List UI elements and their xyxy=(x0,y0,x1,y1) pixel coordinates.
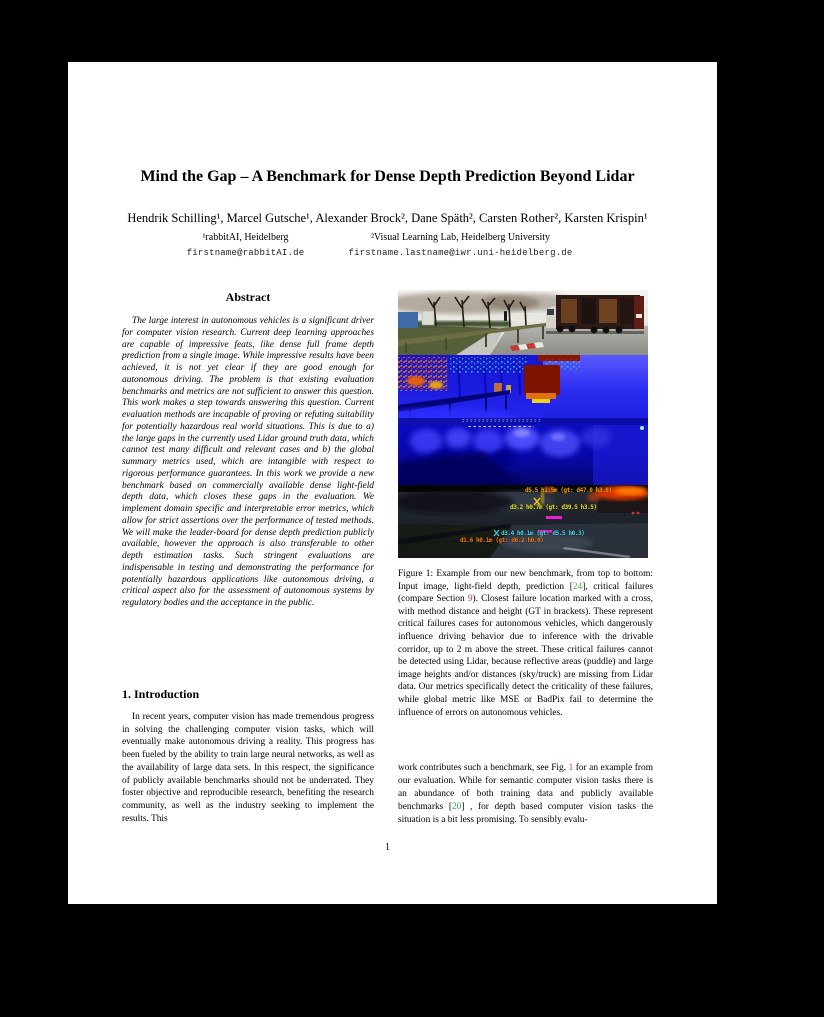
figure-input-image xyxy=(398,290,648,355)
failures-magenta-bar-1 xyxy=(546,516,562,519)
para2-text-1: work contributes such a benchmark, see Fig. xyxy=(398,763,569,773)
prediction-image xyxy=(398,425,648,485)
figure-prediction xyxy=(398,425,648,485)
critical-failures-image xyxy=(398,485,648,558)
abstract-heading: Abstract xyxy=(225,290,271,304)
failures-error-blob-bright xyxy=(614,487,646,495)
truck xyxy=(546,295,644,334)
introduction-paragraph-2 xyxy=(398,762,653,827)
page-title: Mind the Gap – A Benchmark for Dense Depth Prediction Beyond Lidar xyxy=(140,168,635,185)
depth-truck-blob xyxy=(524,365,560,395)
caption-text-1: Figure 1: Example from our new benchmark, from top to bottom: Input image, light-field depth, prediction [ xyxy=(398,569,653,592)
depth-truck-fringe xyxy=(526,393,556,399)
abstract-text: The large interest in autonomous vehicles is a significant driver for computer vision research. Current deep learning approaches are capable of impressive feats, like dense full frame depth prediction from a single image. While impressive results have been achieved, it is not yet clear if they are good enough for autonomous driving. The problem is that existing evaluation benchmarks and metrics are not sufficient to answer this question. This work makes a step towards answering this question. Current evaluation methods are incapable of proving or refuting suitability for potentially hazardous real world situations. This is due to a) the large gaps in the currently used Lidar ground truth data, which cannot test many difficult and relevant cases and b) the global summary metrics used, which are intangible with respect to rigorous performance guarantees. In this work we provide a new benchmark based on commercially available dense light-field depth data, which closes these gaps in the evaluation. We implement domain specific and interpretable error metrics, which allow for strict assertions over the performance of tested methods. We will make the leader-board for dense depth prediction publicly available, however the approach is also transferable to other depth estimation tasks. Such stringent evaluations are indispensable in testing and demonstrating the performance for potentially hazardous applications like autonomous driving, a critical aspect also for the assessment of autonomous systems by regulatory bodies and the acceptance in the public. xyxy=(122,316,374,608)
failures-taillight-1 xyxy=(632,512,635,515)
figure-critical-failures xyxy=(398,485,648,558)
caption-text-3: ). Closest failure location marked with a cross, with method distance and height (GT in brackets). These represent critical failures cases for autonomous vehicles, which dangerously influence driving behavior due to inference with the drivable corridor, up to 2 m above the street. These critical failures cannot be detected using Lidar, because reflective areas (puddle) and large image heights and/or distances (sky/truck) are missing from Lidar data. Our metrics specifically detect the criticality of these failures, while global metric like MSE or BadPix fail to determine the influence of errors on autonomous vehicles. xyxy=(398,594,653,718)
depth-blob-orange xyxy=(407,376,425,386)
failures-taillight-2 xyxy=(637,512,640,515)
caption-text-2: ], critical failures (compare Section xyxy=(398,581,653,605)
figure-caption xyxy=(398,568,653,719)
section-heading-introduction: 1. Introduction xyxy=(122,687,200,701)
depth-truck-fringe-yellow xyxy=(532,399,550,403)
figure-ref-1[interactable]: 1 xyxy=(568,763,574,773)
email-link-1[interactable]: firstname@rabbitAI.de xyxy=(186,248,305,258)
email-link-2[interactable]: firstname.lastname@iwr.uni-heidelberg.de xyxy=(348,248,573,258)
affiliation-1: ¹rabbitAI, Heidelberg xyxy=(202,232,289,243)
failure-annotation-4: d1.6 h0.1m (gt: d6.2 h0.0) xyxy=(460,537,544,544)
blue-container xyxy=(398,312,418,328)
paper-page xyxy=(68,62,717,904)
prediction-cyan-dot xyxy=(640,426,644,430)
white-sign xyxy=(422,311,434,325)
section-ref-9[interactable]: 9 xyxy=(467,594,473,605)
depth-dotted-line xyxy=(462,420,540,422)
depth-blob-amber xyxy=(429,381,443,389)
prediction-dotted-line xyxy=(468,426,534,428)
failures-trees-dark xyxy=(398,490,513,514)
introduction-paragraph-1: In recent years, computer vision has made tremendous progress in solving the challenging computer vision tasks, which will eventually make autonomous driving a reality. This progress has been fueled by the ability to train large neural networks, as well as the availability of large data sets. In this respect, the significance of publicly available benchmarks should not be underrated. They foster objective and reproducible research, benefiting the research community, as well as the industry seeking to implement the results. This xyxy=(122,712,374,824)
figure-lightfield-depth xyxy=(398,355,648,425)
failure-annotation-3: d3.4 h0.1m (gt: d5.5 h0.3) xyxy=(501,530,585,537)
author-line: Hendrik Schilling¹, Marcel Gutsche¹, Alexander Brock², Dane Späth², Carsten Rother², Karsten Krispin¹ xyxy=(127,211,648,225)
citation-link-20[interactable]: 20 xyxy=(451,801,462,812)
failures-error-blob-small xyxy=(587,493,601,501)
failure-annotation-2: d3.2 h0.7m (gt: d39.5 h3.5) xyxy=(510,504,597,511)
depth-canopy-speckles xyxy=(450,357,528,373)
affiliation-2: ²Visual Learning Lab, Heidelberg University xyxy=(370,232,551,243)
para2-text-3: ] , for depth based computer vision tasks the situation is a bit less promising. To sensibly evalu- xyxy=(398,801,653,825)
figure-1 xyxy=(398,290,648,558)
citation-link-24[interactable]: 24 xyxy=(572,581,583,592)
pedestrian xyxy=(504,311,507,321)
failure-annotation-1: d5.5 h1.5m (gt: d47.0 h3.0) xyxy=(525,487,612,494)
para2-text-2: for an example from our evaluation. While for semantic computer vision tasks there is an abundance of both training data and publicly available benchmarks [ xyxy=(398,763,653,812)
page-number: 1 xyxy=(385,842,390,853)
depth-map-image xyxy=(398,355,648,425)
street-scene-image xyxy=(398,290,648,355)
